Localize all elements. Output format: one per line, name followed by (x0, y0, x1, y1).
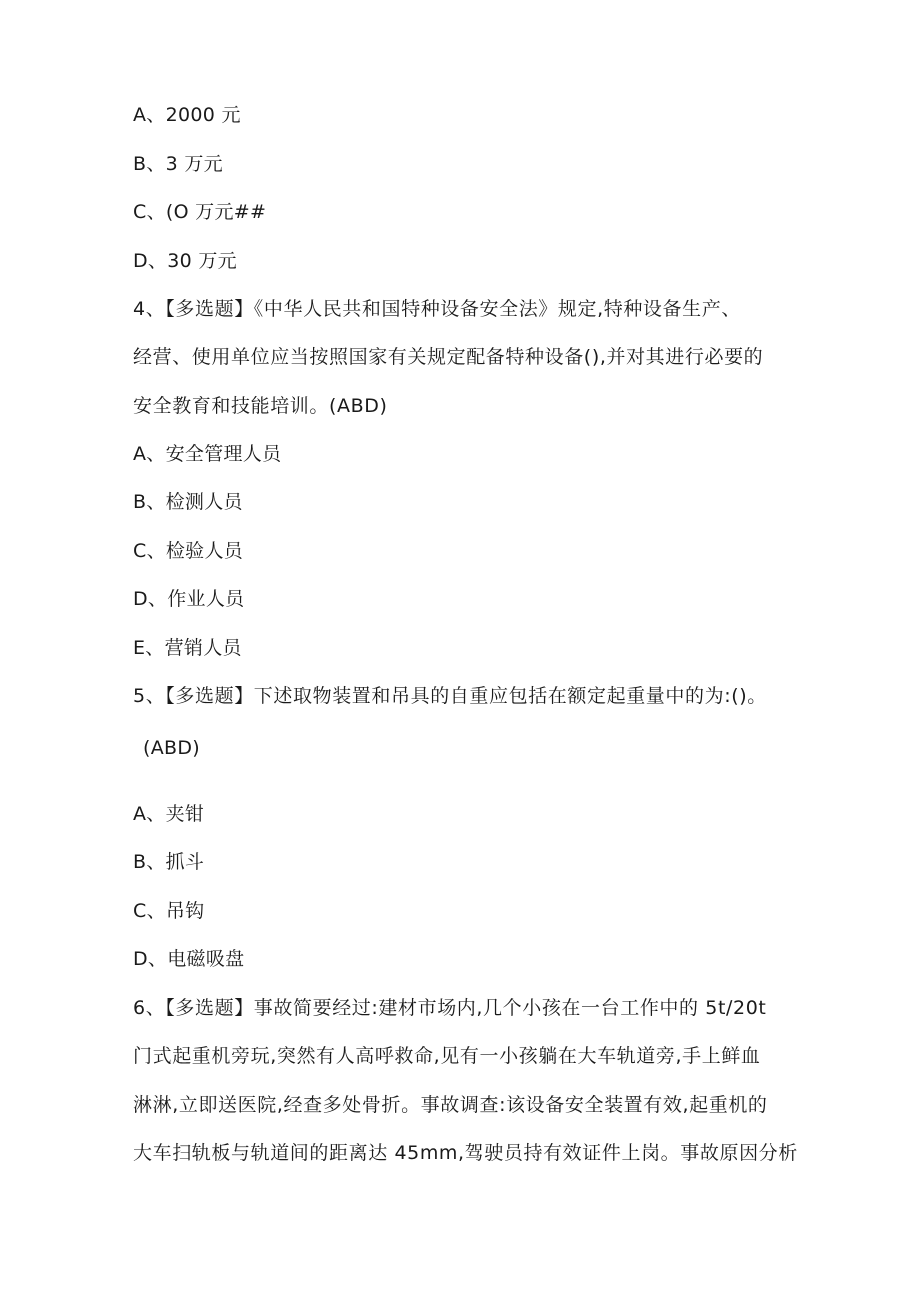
q4-stem-line-3: 安全教育和技能培训。(ABD) (133, 395, 388, 417)
q5-option-a: A、夹钳 (133, 803, 205, 825)
q3-option-b: B、3 万元 (133, 153, 223, 175)
q4-stem-line-1: 4、【多选题】《中华人民共和国特种设备安全法》规定,特种设备生产、 (133, 298, 741, 320)
q6-stem-line-4: 大车扫轨板与轨道间的距离达 45mm,驾驶员持有效证件上岗。事故原因分析 (133, 1142, 798, 1164)
q4-option-b: B、检测人员 (133, 491, 243, 513)
q5-answer: (ABD) (143, 737, 200, 759)
q6-stem-line-1: 6、【多选题】事故简要经过:建材市场内,几个小孩在一台工作中的 5t∕20t (133, 997, 767, 1019)
q5-option-b: B、抓斗 (133, 851, 205, 873)
q4-option-d: D、作业人员 (133, 588, 245, 610)
q5-option-d: D、电磁吸盘 (133, 948, 245, 970)
q6-stem-line-3: 淋淋,立即送医院,经查多处骨折。事故调查:该设备安全装置有效,起重机的 (133, 1094, 768, 1116)
q6-stem-line-2: 门式起重机旁玩,突然有人高呼救命,见有一小孩躺在大车轨道旁,手上鲜血 (133, 1045, 761, 1067)
q5-stem-line-1: 5、【多选题】下述取物装置和吊具的自重应包括在额定起重量中的为:()。 (133, 685, 767, 707)
q3-option-d: D、30 万元 (133, 250, 237, 272)
q4-option-c: C、检验人员 (133, 540, 244, 562)
q3-option-c: C、(O 万元## (133, 201, 267, 223)
q4-option-a: A、安全管理人员 (133, 443, 282, 465)
q4-option-e: E、营销人员 (133, 637, 242, 659)
q5-option-c: C、吊钩 (133, 900, 205, 922)
q4-stem-line-2: 经营、使用单位应当按照国家有关规定配备特种设备(),并对其进行必要的 (133, 346, 764, 368)
q3-option-a: A、2000 元 (133, 104, 241, 126)
